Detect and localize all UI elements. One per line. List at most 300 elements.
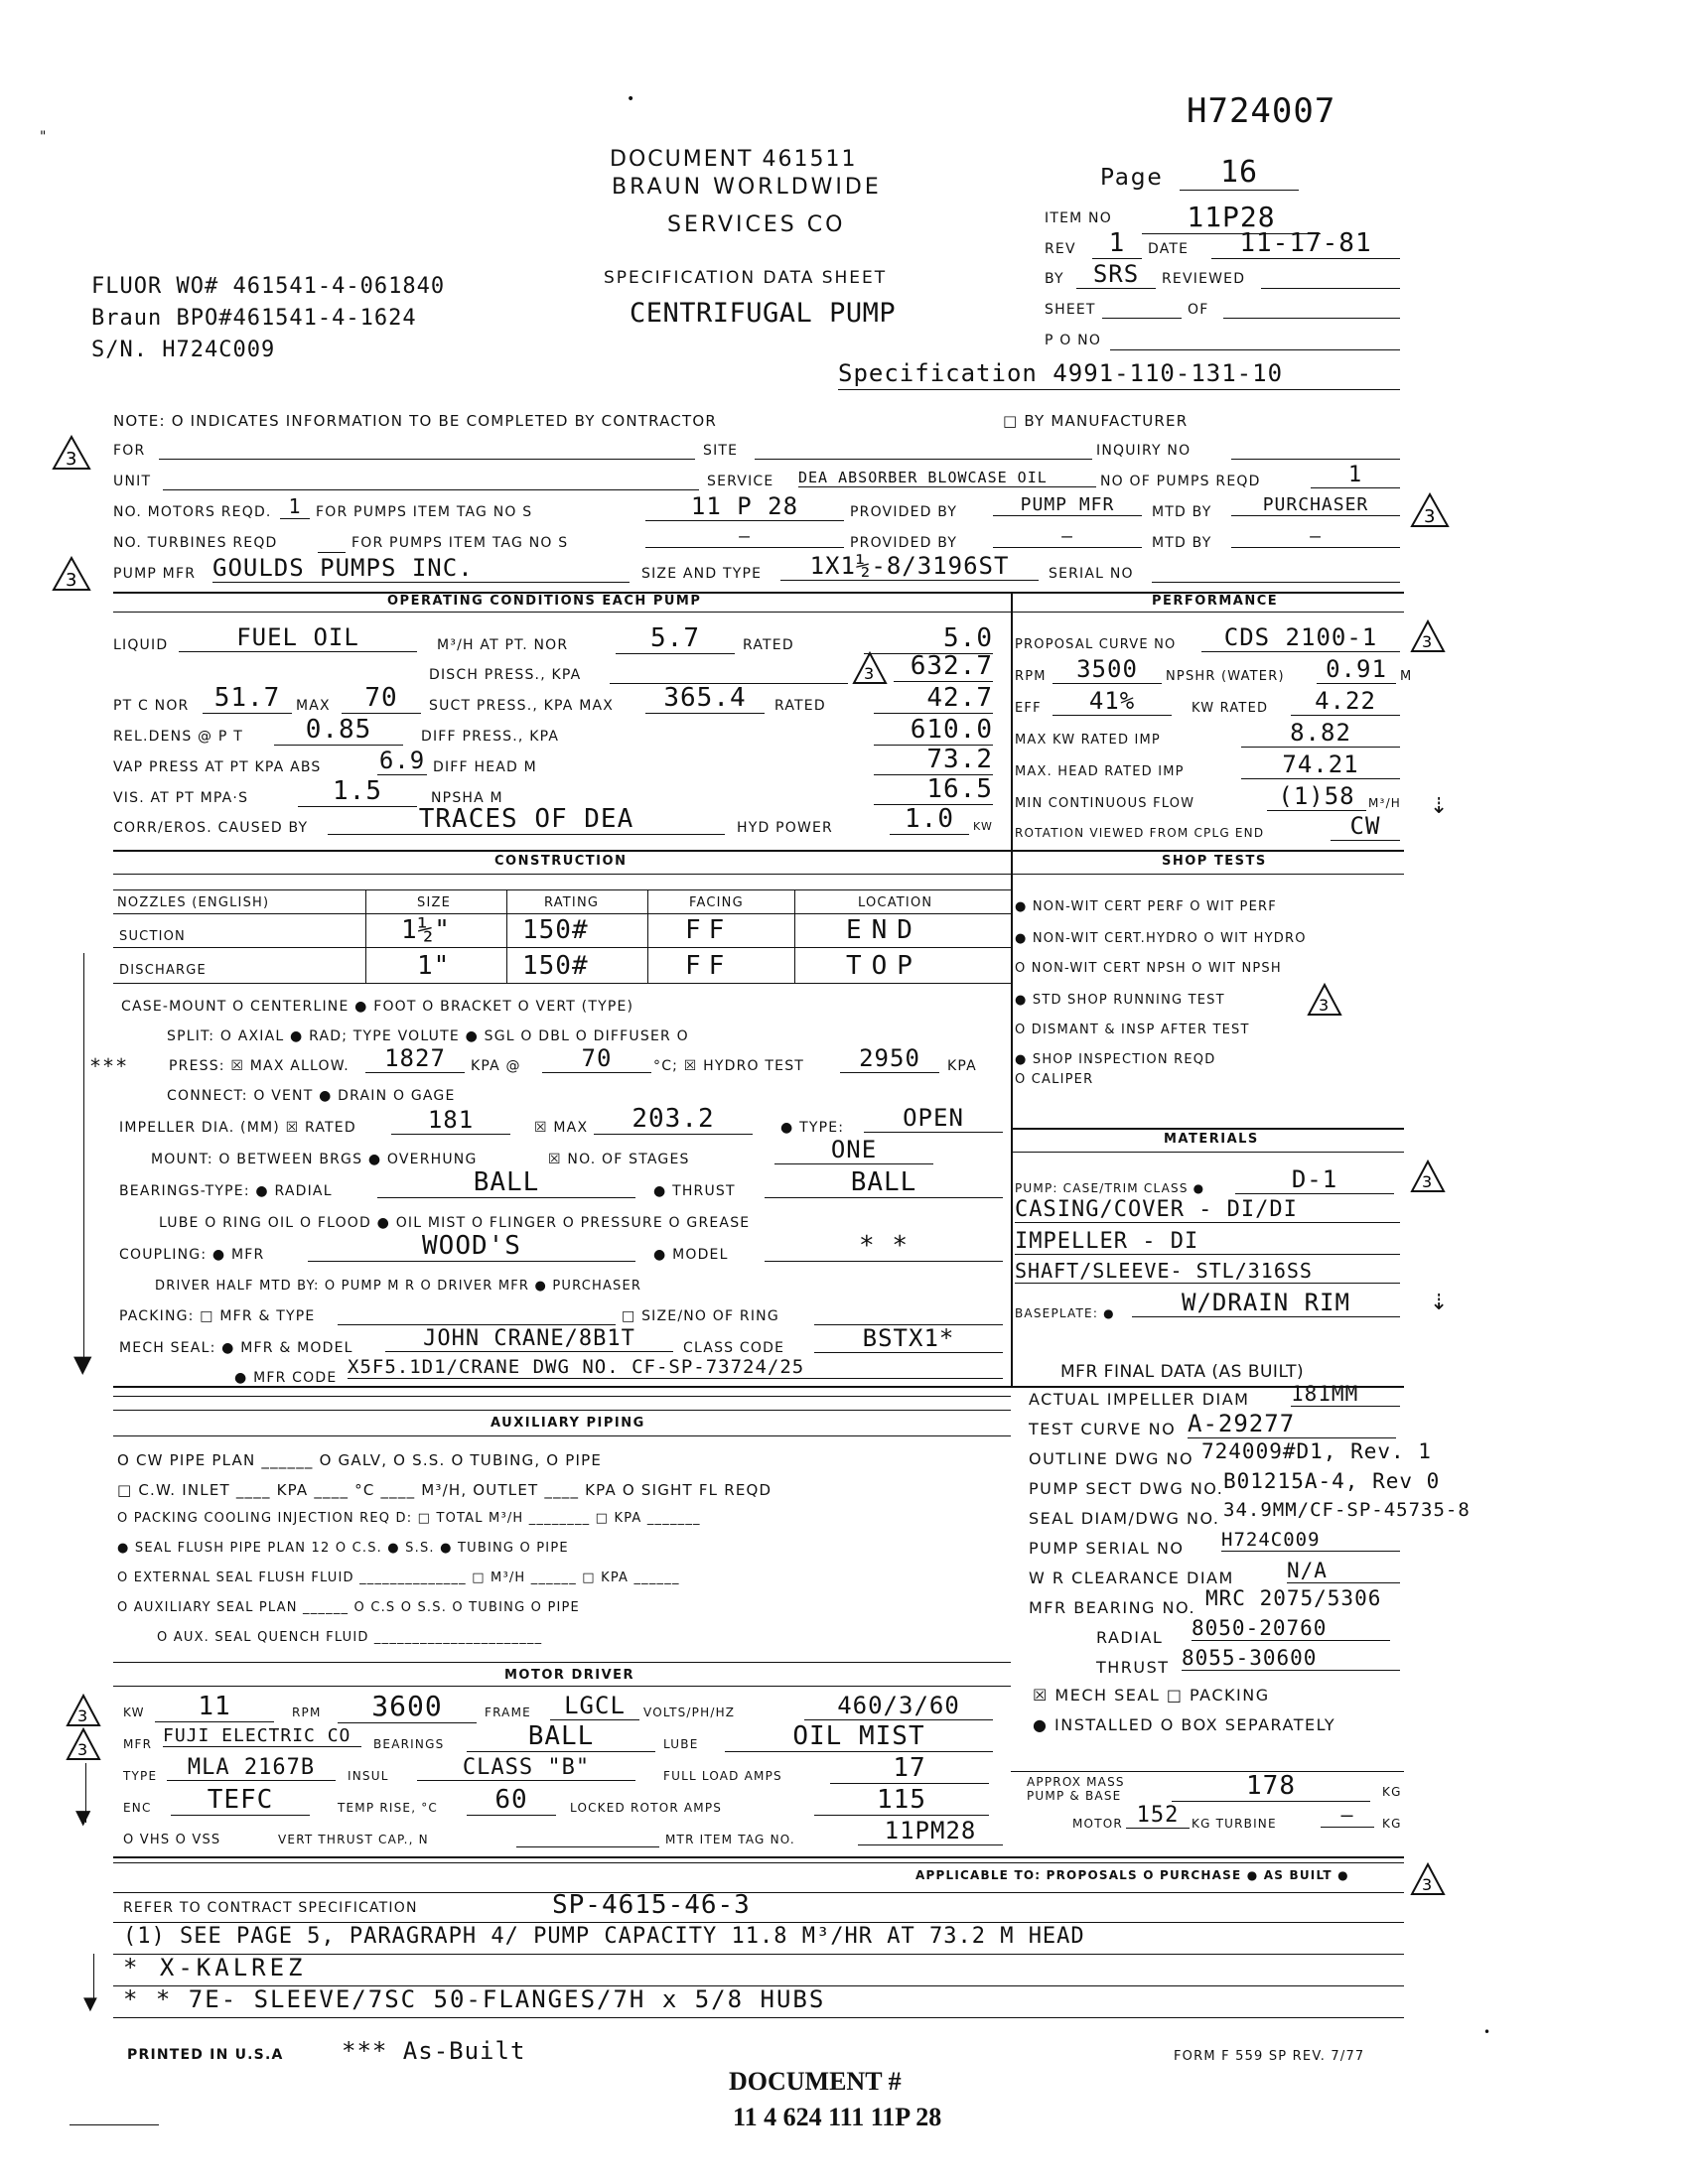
final-installed: ● INSTALLED O BOX SEPARATELY [1033, 1715, 1336, 1734]
press-temp-unit: °C; ☒ HYDRO TEST [653, 1058, 805, 1074]
vap-label: VAP PRESS AT PT KPA ABS [113, 759, 322, 775]
case-mount-row: CASE-MOUNT O CENTERLINE ● FOOT O BRACKET O VERT (TYPE) [121, 999, 634, 1015]
svg-text:3: 3 [1422, 1875, 1433, 1894]
for-line [159, 459, 695, 460]
motor-rpm-value: 3600 [338, 1690, 477, 1723]
kw-rated-label: KW RATED [1192, 701, 1269, 716]
suction-label: SUCTION [119, 929, 186, 944]
final-thrust-label: THRUST [1096, 1658, 1170, 1677]
nozzle-header: NOZZLES (ENGLISH) [117, 895, 270, 910]
shop-test-perf: ● NON-WIT CERT PERF O WIT PERF [1015, 899, 1277, 914]
section-rule [113, 1435, 1011, 1436]
final-wr-label: W R CLEARANCE DIAM [1029, 1569, 1234, 1587]
turbines-line [318, 552, 346, 553]
aux-cw-pipe: O CW PIPE PLAN ______ O GALV, O S.S. O TUBING, O PIPE [117, 1451, 603, 1469]
turbines-tag-value: — [645, 526, 844, 548]
diff-label: DIFF PRESS., KPA [421, 729, 560, 745]
revision-triangle-icon [1410, 1160, 1446, 1193]
impeller-type-label: ● TYPE: [780, 1120, 845, 1136]
diff-value: 610.0 [874, 715, 993, 746]
hyd-label: HYD POWER [737, 820, 833, 836]
press-label: PRESS: ☒ MAX ALLOW. [169, 1058, 350, 1074]
final-outline-label: OUTLINE DWG NO [1029, 1449, 1194, 1468]
motors-value: 1 [280, 494, 310, 519]
size-header: SIZE [417, 895, 452, 910]
of-label: OF [1188, 302, 1209, 318]
materials-shaft: SHAFT/SLEEVE- STL/316SS [1015, 1259, 1400, 1284]
handwritten-doc-id: H724007 [1187, 91, 1336, 131]
motor-volts-label: VOLTS/PH/HZ [643, 1706, 736, 1719]
spec-line [838, 389, 1400, 390]
table-col [647, 889, 648, 983]
head-label: DIFF HEAD M [433, 759, 537, 775]
aux-cw-inlet: □ C.W. INLET ____ KPA ____ °C ____ M³/H, OUTLET ____ KPA O SIGHT FL REQD [117, 1481, 772, 1499]
curve-label: PROPOSAL CURVE NO [1015, 637, 1177, 652]
suct-max-value: 365.4 [645, 683, 765, 714]
column-divider [1011, 850, 1013, 1386]
table-col [365, 889, 366, 983]
bearing-thrust: BALL [765, 1167, 1003, 1198]
of-line [1223, 318, 1400, 319]
page-value: 16 [1180, 155, 1299, 191]
section-rule [113, 874, 1404, 875]
motor-rpm-label: RPM [292, 1706, 322, 1719]
kw-rated-value: 4.22 [1291, 687, 1400, 716]
service-value: DEA ABSORBER BLOWCASE OIL [798, 469, 1096, 487]
shop-test-dismant: O DISMANT & INSP AFTER TEST [1015, 1023, 1250, 1037]
section-rule [113, 1862, 1404, 1863]
mass-label: APPROX MASS PUMP & BASE [1027, 1775, 1125, 1803]
motor-tag-value: 11PM28 [858, 1817, 1003, 1845]
service-label: SERVICE [707, 474, 774, 489]
pump-mfr-value: GOULDS PUMPS INC. [212, 554, 630, 583]
final-sect-label: PUMP SECT DWG NO. [1029, 1479, 1224, 1498]
motor-thrust-label: VERT THRUST CAP., N [278, 1833, 429, 1846]
note-3: * * 7E- SLEEVE/7SC 50-FLANGES/7H x 5/8 HUBS [123, 1985, 826, 2013]
svg-text:3: 3 [66, 570, 77, 591]
applicable-to: APPLICABLE TO: PROPOSALS O PURCHASE ● AS BUILT ● [915, 1868, 1349, 1882]
serial-line [1152, 582, 1400, 583]
corr-label: CORR/EROS. CAUSED BY [113, 820, 309, 836]
revision-triangle-icon [1410, 492, 1450, 528]
section-rule [1011, 1128, 1404, 1130]
hydro-unit: KPA [947, 1058, 977, 1074]
unit-line [163, 489, 699, 490]
suct-label: SUCT PRESS., KPA MAX [429, 698, 615, 714]
revision-triangle-icon [1410, 619, 1446, 653]
mech-seal-value: JOHN CRANE/8B1T [385, 1326, 673, 1352]
final-sect-value: B01215A-4, Rev 0 [1223, 1469, 1441, 1493]
rotation-value: CW [1331, 812, 1400, 841]
turbines-provided-value: — [993, 526, 1142, 548]
turbine-mass-value: — [1321, 1803, 1374, 1828]
motor-enc-value: TEFC [171, 1785, 310, 1816]
refer-value: SP-4615-46-3 [552, 1890, 751, 1920]
eff-label: EFF [1015, 701, 1042, 716]
impeller-max: 203.2 [594, 1104, 753, 1135]
svg-text:3: 3 [1424, 506, 1436, 527]
discharge-size: 1" [417, 951, 451, 981]
item-value: 11P28 [1142, 201, 1321, 234]
model-label: ● MODEL [653, 1247, 729, 1263]
mech-seal-label: MECH SEAL: ● MFR & MODEL [119, 1340, 353, 1356]
aux-seal-plan: O AUXILIARY SEAL PLAN ______ O C.S O S.S. O TUBING O PIPE [117, 1600, 580, 1615]
vis-value: 1.5 [298, 776, 417, 807]
flow-nor-value: 5.7 [616, 623, 735, 654]
min-flow-value: (1)58 [1267, 782, 1366, 811]
motors-label: NO. MOTORS REQD. [113, 504, 272, 520]
suct-rated-value: 42.7 [874, 683, 993, 714]
press-temp: 70 [542, 1044, 651, 1073]
for-label: FOR [113, 443, 146, 459]
size-type-label: SIZE AND TYPE [641, 566, 763, 582]
section-rule [113, 1386, 1404, 1388]
coupling-mfr: WOOD'S [308, 1231, 635, 1262]
mount-row: MOUNT: O BETWEEN BRGS ● OVERHUNG [151, 1152, 478, 1167]
vis-label: VIS. AT PT MPA·S [113, 790, 249, 806]
packing-rings-label: □ SIZE/NO OF RING [622, 1308, 779, 1324]
section-rule [1011, 1152, 1404, 1153]
by-label: BY [1045, 271, 1064, 287]
note-line [113, 2017, 1404, 2018]
motor-lra-label: LOCKED ROTOR AMPS [570, 1801, 723, 1815]
final-thrust-value: 8055-30600 [1182, 1646, 1400, 1671]
liquid-value: FUEL OIL [179, 623, 417, 652]
final-mech-seal: ☒ MECH SEAL □ PACKING [1033, 1686, 1270, 1705]
hyd-unit: KW [973, 820, 994, 833]
mtd-by-label: MTD BY [1152, 504, 1212, 520]
motor-frame-label: FRAME [485, 1706, 531, 1719]
corner-mark: " [40, 129, 47, 145]
svg-text:3: 3 [77, 1740, 88, 1759]
mass-unit: KG [1382, 1785, 1402, 1799]
rotation-label: ROTATION VIEWED FROM CPLG END [1015, 826, 1265, 840]
date-label: DATE [1148, 241, 1190, 257]
aux-quench: O AUX. SEAL QUENCH FLUID ______________________ [157, 1630, 543, 1645]
note-by-mfr: □ BY MANUFACTURER [1003, 412, 1189, 430]
packing-label: PACKING: □ MFR & TYPE [119, 1308, 316, 1324]
inquiry-label: INQUIRY NO [1096, 443, 1192, 459]
final-serial-label: PUMP SERIAL NO [1029, 1539, 1185, 1558]
section-rule [113, 1856, 1404, 1858]
final-wr-value: N/A [1287, 1559, 1400, 1583]
note-2: * X-KALREZ [123, 1954, 307, 1981]
down-arrow-icon: ▼ [73, 1350, 92, 1378]
document-hash-label: DOCUMENT # [729, 2067, 902, 2096]
date-value: 11-17-81 [1211, 228, 1400, 259]
revision-triangle-icon [1410, 1862, 1446, 1896]
baseplate-value: W/DRAIN RIM [1132, 1289, 1400, 1317]
note-line [113, 1954, 1404, 1955]
motor-vhs-row: O VHS O VSS [123, 1833, 221, 1847]
max-kw-label: MAX KW RATED IMP [1015, 733, 1161, 748]
flow-rated-value: 5.0 [864, 623, 993, 654]
final-impeller-value: 181MM [1291, 1382, 1400, 1407]
final-impeller-label: ACTUAL IMPELLER DIAM [1029, 1390, 1250, 1409]
shop-test-inspection: ● SHOP INSPECTION REQD [1015, 1052, 1216, 1067]
stages-value: ONE [774, 1136, 933, 1164]
corner-rule [70, 2124, 159, 2125]
ptc-label: PT C NOR [113, 698, 190, 714]
npsha-label: NPSHA M [431, 790, 503, 806]
shop-tests-title: SHOP TESTS [1162, 854, 1267, 869]
connect-row: CONNECT: O VENT ● DRAIN O GAGE [167, 1088, 456, 1104]
min-flow-unit: M³/H [1368, 796, 1402, 810]
corr-value: TRACES OF DEA [328, 804, 725, 835]
main-title: CENTRIFUGAL PUMP [630, 298, 897, 329]
aux-piping-title: AUXILIARY PIPING [491, 1416, 645, 1431]
motors-tag-value: 11 P 28 [645, 492, 844, 521]
stages-label: ☒ NO. OF STAGES [548, 1152, 690, 1167]
svg-text:3: 3 [66, 449, 77, 470]
turbine-mass-label: KG TURBINE [1192, 1817, 1277, 1831]
motor-enc-label: ENC [123, 1801, 152, 1815]
table-rule [113, 947, 1011, 948]
baseplate-label: BASEPLATE: ● [1015, 1306, 1115, 1320]
motor-type-label: TYPE [123, 1769, 158, 1783]
revision-triangle-icon [1307, 983, 1342, 1017]
aux-packing-cooling: O PACKING COOLING INJECTION REQ D: □ TOTAL M³/H ________ □ KPA _______ [117, 1511, 701, 1526]
svg-text:3: 3 [77, 1706, 88, 1725]
revision-triangle-icon [52, 556, 91, 592]
serial-note: S/N. H724C009 [91, 338, 276, 362]
table-col [794, 889, 795, 983]
liquid-label: LIQUID [113, 637, 169, 653]
split-row: SPLIT: O AXIAL ● RAD; TYPE VOLUTE ● SGL O DBL O DIFFUSER O [167, 1028, 689, 1044]
suction-size: 1½" [401, 915, 451, 945]
npsha-value: 16.5 [874, 774, 993, 805]
reviewed-line [1261, 288, 1400, 289]
as-built-note: *** As-Built [342, 2037, 526, 2065]
shop-test-caliper: O CALIPER [1015, 1072, 1094, 1087]
suction-facing: FF [685, 915, 733, 945]
press-value: 1827 [365, 1044, 465, 1073]
motor-mfr-value: FUJI ELECTRIC CO [163, 1725, 361, 1747]
bearings-label: BEARINGS-TYPE: ● RADIAL [119, 1183, 333, 1199]
pumps-reqd-label: NO OF PUMPS REQD [1100, 474, 1261, 489]
pump-class-value: D-1 [1235, 1165, 1394, 1194]
max-head-value: 74.21 [1241, 751, 1400, 779]
motor-volts-value: 460/3/60 [804, 1692, 993, 1720]
impeller-type: OPEN [864, 1104, 1003, 1133]
section-rule [113, 850, 1404, 852]
motor-rise-label: TEMP RISE, °C [338, 1801, 439, 1815]
note-line: NOTE: O INDICATES INFORMATION TO BE COMPLETED BY CONTRACTOR [113, 412, 717, 430]
table-rule [113, 889, 1011, 890]
hydro-value: 2950 [840, 1044, 939, 1073]
inquiry-line [1231, 459, 1400, 460]
by-value: SRS [1076, 260, 1156, 289]
note-1: (1) SEE PAGE 5, PARAGRAPH 4/ PUMP CAPACITY 11.8 M³/HR AT 73.2 M HEAD [123, 1924, 1085, 1949]
svg-text:3: 3 [1422, 1172, 1433, 1191]
turbines-tag-label: FOR PUMPS ITEM TAG NO S [351, 535, 569, 551]
motor-bearings-label: BEARINGS [373, 1737, 445, 1751]
motor-insul-value: CLASS "B" [417, 1755, 635, 1781]
rpm-value: 3500 [1052, 655, 1162, 684]
revision-triangle-icon [852, 651, 888, 685]
motor-rise-value: 60 [467, 1785, 556, 1816]
section-rule [113, 1410, 1011, 1411]
curve-value: CDS 2100-1 [1201, 623, 1400, 652]
discharge-rating: 150# [522, 951, 589, 981]
turbines-mtd-label: MTD BY [1152, 535, 1212, 551]
turbines-label: NO. TURBINES REQD [113, 535, 278, 551]
section-rule [113, 612, 1404, 613]
svg-text:3: 3 [864, 664, 875, 683]
company-name-2: SERVICES CO [667, 212, 846, 237]
svg-text:3: 3 [1422, 632, 1433, 651]
location-header: LOCATION [858, 895, 933, 910]
discharge-facing: FF [685, 951, 733, 981]
operating-title: OPERATING CONDITIONS EACH PUMP [387, 594, 702, 609]
driver-half-row: DRIVER HALF MTD BY: O PUMP M R O DRIVER MFR ● PURCHASER [155, 1279, 642, 1294]
suct-rated-label: RATED [774, 698, 826, 714]
rating-header: RATING [544, 895, 600, 910]
revision-bar [83, 953, 84, 1370]
motor-mass-value: 152 [1126, 1803, 1190, 1829]
npshr-unit: M [1400, 669, 1413, 684]
table-col [506, 889, 507, 983]
motor-insul-label: INSUL [348, 1769, 389, 1783]
aux-seal-flush: ● SEAL FLUSH PIPE PLAN 12 O C.S. ● S.S. ● TUBING O PIPE [117, 1541, 569, 1556]
npshr-label: NPSHR (WATER) [1166, 669, 1285, 684]
final-radial-value: 8050-20760 [1192, 1616, 1390, 1641]
turbines-provided-label: PROVIDED BY [850, 535, 958, 551]
specification-number: Specification 4991-110-131-10 [838, 359, 1284, 387]
motor-tag-label: MTR ITEM TAG NO. [665, 1833, 795, 1846]
down-arrow-icon: ⇣ [1430, 1291, 1449, 1315]
section-rule [113, 1396, 1011, 1397]
refer-label: REFER TO CONTRACT SPECIFICATION [123, 1900, 418, 1916]
materials-casing: CASING/COVER - DI/DI [1015, 1197, 1400, 1223]
printed-label: PRINTED IN U.S.A [127, 2047, 284, 2063]
motor-type-value: MLA 2167B [167, 1755, 336, 1781]
motor-title: MOTOR DRIVER [504, 1668, 635, 1683]
final-bearing-value: MRC 2075/5306 [1205, 1586, 1382, 1610]
thrust-label: ● THRUST [653, 1183, 736, 1199]
materials-impeller: IMPELLER - DI [1015, 1229, 1400, 1255]
head-value: 73.2 [874, 745, 993, 775]
motor-thrust-line [516, 1846, 659, 1847]
press-unit: KPA @ [471, 1058, 521, 1074]
materials-title: MATERIALS [1164, 1132, 1259, 1147]
motor-kw-value: 11 [155, 1692, 274, 1722]
max-head-label: MAX. HEAD RATED IMP [1015, 764, 1185, 779]
final-test-curve-value: A-29277 [1188, 1410, 1396, 1438]
final-radial-label: RADIAL [1096, 1628, 1164, 1647]
page-label: Page [1100, 165, 1164, 191]
dot-mark: • [627, 91, 635, 107]
reldens-label: REL.DENS @ P T [113, 729, 243, 745]
rpm-label: RPM [1015, 669, 1047, 684]
suction-location: END [846, 915, 922, 945]
disch-value: 632.7 [894, 651, 993, 682]
final-serial-value: H724C009 [1221, 1529, 1400, 1552]
ptc-max-value: 70 [342, 683, 421, 714]
mfr-final-title: MFR FINAL DATA (AS BUILT) [1060, 1362, 1305, 1382]
motor-kw-label: KW [123, 1706, 145, 1719]
site-line [755, 459, 1092, 460]
motor-mass-label: MOTOR [1072, 1817, 1123, 1831]
sheet-title: SPECIFICATION DATA SHEET [604, 268, 888, 288]
down-arrow-icon: ▼ [83, 1993, 97, 2014]
facing-header: FACING [689, 895, 744, 910]
class-code-label: CLASS CODE [683, 1340, 785, 1356]
motor-mfr-label: MFR [123, 1737, 153, 1751]
revision-triangle-icon [52, 435, 91, 471]
lube-row: LUBE O RING OIL O FLOOD ● OIL MIST O FLINGER O PRESSURE O GREASE [159, 1215, 751, 1231]
pumps-reqd-value: 1 [1311, 463, 1400, 488]
suction-rating: 150# [522, 915, 589, 945]
revision-triangle-icon [66, 1727, 101, 1761]
hyd-value: 1.0 [890, 804, 969, 835]
motor-lube-value: OIL MIST [725, 1721, 993, 1752]
section-rule [113, 1662, 1011, 1663]
class-code-value: BSTX1* [814, 1324, 1003, 1353]
eff-value: 41% [1052, 687, 1172, 716]
shop-test-npsh: O NON-WIT CERT NPSH O WIT NPSH [1015, 961, 1282, 976]
mfr-code-value: X5F5.1D1/CRANE DWG NO. CF-SP-73724/25 [348, 1356, 1003, 1379]
document-number: DOCUMENT 461511 [610, 147, 858, 172]
mass-value: 178 [1172, 1771, 1370, 1802]
reldens-value: 0.85 [274, 715, 403, 746]
motor-bearings-value: BALL [467, 1721, 655, 1752]
down-arrow-icon: ⇣ [1430, 794, 1449, 819]
svg-text:3: 3 [1319, 996, 1330, 1015]
po-line [1110, 349, 1400, 350]
npshr-value: 0.91 [1317, 655, 1396, 684]
packing-line [338, 1324, 616, 1325]
coupling-label: COUPLING: ● MFR [119, 1247, 265, 1263]
company-name: BRAUN WORLDWIDE [612, 175, 882, 200]
table-rule [113, 983, 1011, 984]
pump-mfr-label: PUMP MFR [113, 566, 197, 582]
press-prefix: *** [89, 1054, 129, 1078]
rev-label: REV [1045, 241, 1076, 257]
section-rule [113, 1892, 1404, 1893]
site-label: SITE [703, 443, 739, 459]
max-kw-value: 8.82 [1241, 719, 1400, 748]
dot-mark: • [1483, 2025, 1491, 2039]
note-line [113, 1922, 1404, 1923]
discharge-label: DISCHARGE [119, 963, 207, 978]
column-divider [1011, 592, 1013, 852]
impeller-rated: 181 [391, 1106, 510, 1135]
table-rule [113, 913, 1011, 914]
disch-label: DISCH PRESS., KPA [429, 667, 582, 683]
motor-lra-value: 115 [814, 1785, 989, 1816]
turbine-mass-unit: KG [1382, 1817, 1402, 1831]
discharge-location: TOP [846, 951, 922, 981]
item-label: ITEM NO [1045, 210, 1112, 226]
final-test-curve-label: TEST CURVE NO [1029, 1420, 1177, 1438]
ptc-max-label: MAX [296, 698, 331, 714]
impeller-label: IMPELLER DIA. (MM) ☒ RATED [119, 1120, 356, 1136]
final-seal-value: 34.9MM/CF-SP-45735-8 [1223, 1499, 1471, 1521]
pump-class-label: PUMP: CASE/TRIM CLASS ● [1015, 1181, 1205, 1195]
serial-label: SERIAL NO [1049, 566, 1134, 582]
vap-value: 6.9 [378, 747, 426, 774]
mfr-code-label: ● MFR CODE [234, 1370, 338, 1386]
motors-tag-label: FOR PUMPS ITEM TAG NO S [316, 504, 533, 520]
motor-lube-label: LUBE [663, 1737, 699, 1751]
fluor-wo-note: FLUOR WO# 461541-4-061840 [91, 274, 446, 299]
shop-test-hydro: ● NON-WIT CERT.HYDRO O WIT HYDRO [1015, 931, 1307, 946]
final-outline-value: 724009#D1, Rev. 1 [1201, 1439, 1432, 1463]
bearing-radial: BALL [377, 1167, 635, 1198]
size-type-value: 1X1½-8/3196ST [780, 552, 1039, 581]
po-label: P O NO [1045, 333, 1102, 348]
